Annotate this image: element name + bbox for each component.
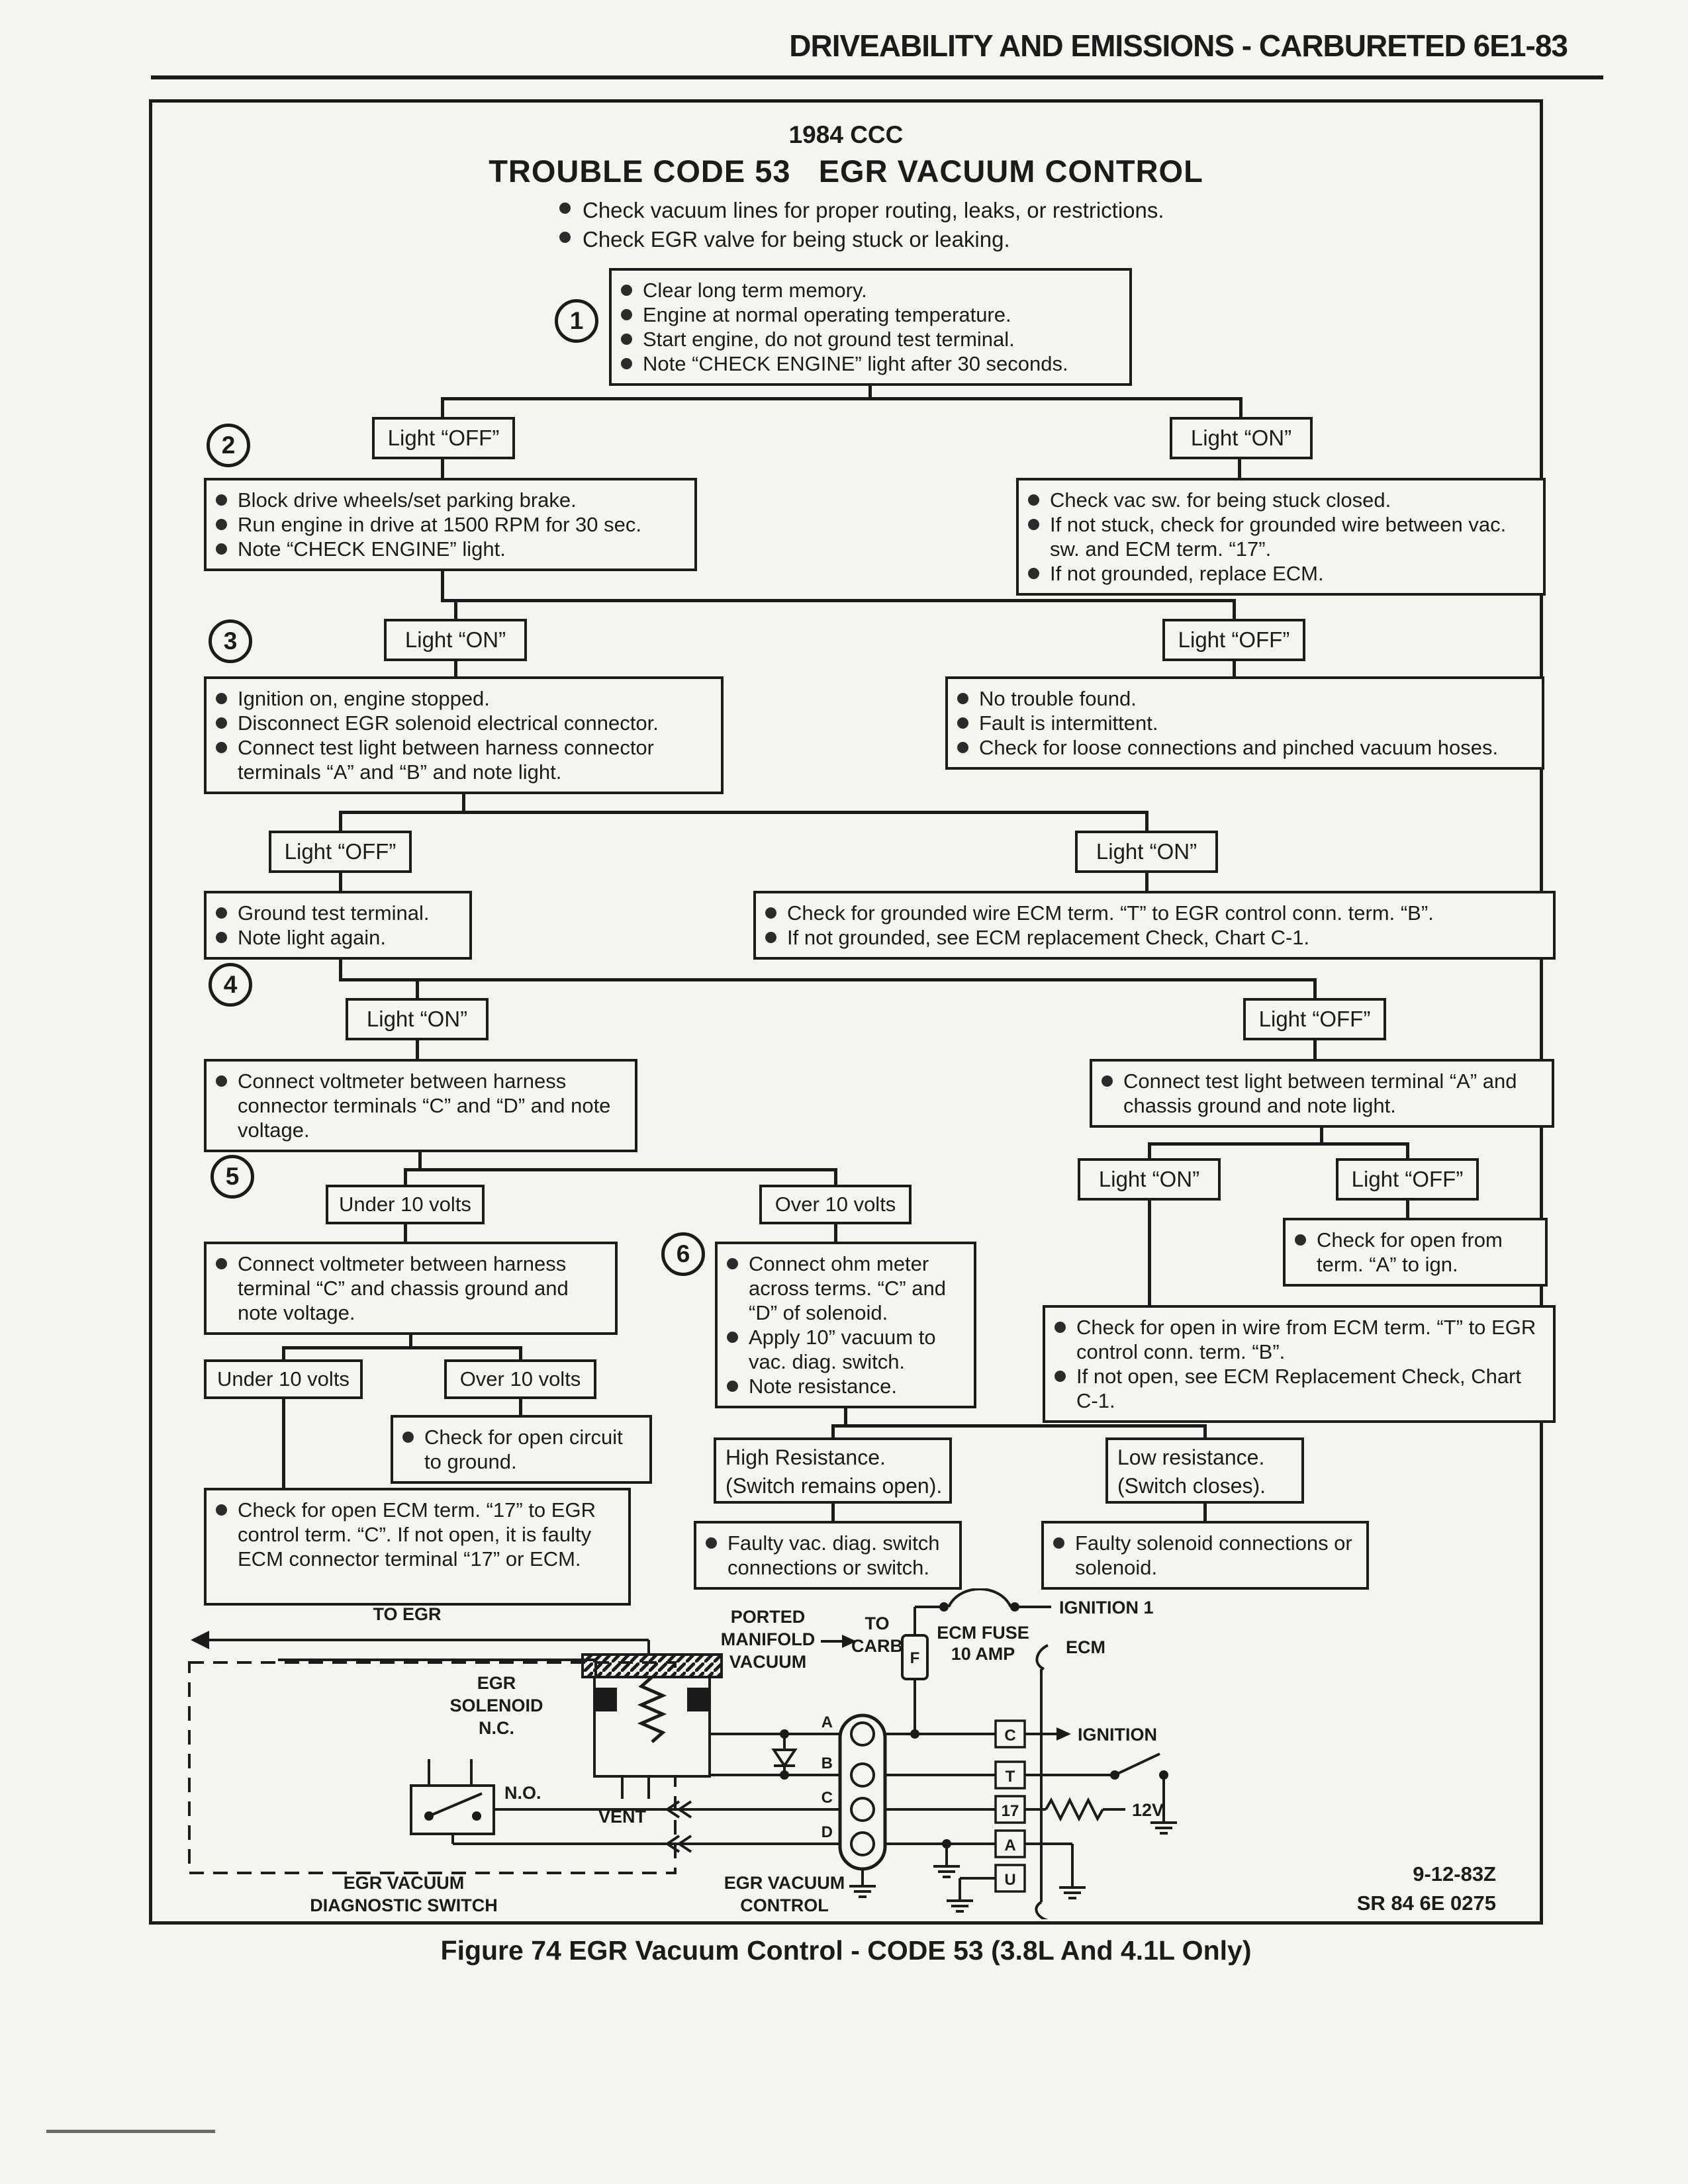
wiring-diagram <box>185 1588 1523 1919</box>
flow-text: Faulty solenoid connections or solenoid. <box>1075 1531 1352 1579</box>
bullet-icon <box>621 309 632 320</box>
bullet-icon <box>957 742 968 753</box>
flow-box-open-term-a <box>1283 1218 1548 1287</box>
label-ecm-fuse: ECM FUSE <box>937 1623 1029 1643</box>
connector <box>1145 811 1149 831</box>
connector <box>441 397 444 417</box>
fuse-icon <box>949 1589 1011 1607</box>
connector <box>831 1504 835 1521</box>
connector <box>1203 1504 1207 1521</box>
bullet-icon <box>1055 1371 1066 1382</box>
flow-label-light-off: Light “OFF” <box>1336 1158 1479 1201</box>
flow-label-light-off: Light “OFF” <box>1162 619 1305 661</box>
flow-label-under10: Under 10 volts <box>326 1185 485 1224</box>
flow-box-no-trouble <box>945 676 1544 770</box>
flow-box-step2 <box>204 478 697 571</box>
header-rule <box>151 75 1603 79</box>
connector <box>282 1399 285 1488</box>
bullet-row <box>1295 1228 1536 1277</box>
label-diag-switch-2: DIAGNOSTIC SWITCH <box>310 1895 498 1915</box>
bullet-row <box>1028 512 1534 561</box>
flow-box-low-resistance <box>1105 1437 1304 1504</box>
revision-stamp-2: SR 84 6E 0275 <box>1356 1891 1496 1915</box>
connector <box>441 599 1236 602</box>
bullet-row <box>216 686 712 711</box>
bullet-icon <box>706 1537 717 1549</box>
bullet-icon <box>621 358 632 369</box>
connector <box>1233 661 1236 676</box>
bullet-row <box>1102 1069 1542 1118</box>
connector <box>441 397 1243 400</box>
step-circle-1: 1 <box>555 299 598 343</box>
flow-text: Connect test light between terminal “A” and chassis ground and note light. <box>1123 1069 1517 1117</box>
connector <box>416 1040 419 1059</box>
bullet-row <box>706 1531 950 1580</box>
flow-text: If not grounded, see ECM replacement Check, Chart C-1. <box>787 926 1310 949</box>
label-ported: PORTED <box>730 1607 806 1627</box>
connector <box>404 1224 407 1242</box>
flow-text: If not open, see ECM Replacement Check, Chart C-1. <box>1076 1365 1521 1412</box>
bullet-icon <box>765 907 776 919</box>
flow-text: Check vac sw. for being stuck closed. <box>1050 488 1391 512</box>
ecm-term-u: U <box>1004 1871 1016 1889</box>
label-to-egr: TO EGR <box>373 1604 442 1624</box>
label-egr: EGR <box>477 1673 516 1693</box>
connector <box>519 1399 522 1415</box>
connector <box>831 1424 1207 1428</box>
connector <box>1320 1128 1323 1142</box>
bullet-icon <box>216 907 227 919</box>
flow-text: (Switch closes). <box>1117 1474 1266 1498</box>
bullet-row <box>621 351 1120 376</box>
connector <box>441 459 444 478</box>
bullet-icon <box>1053 1537 1064 1549</box>
bullet-row <box>621 302 1120 327</box>
connector <box>1313 1040 1317 1059</box>
flow-box-grounded-wire-T <box>753 891 1556 960</box>
flow-text: Disconnect EGR solenoid electrical connector. <box>238 711 659 735</box>
bullet-row <box>216 1251 606 1325</box>
flow-label-light-off: Light “OFF” <box>269 831 412 873</box>
connector <box>831 1424 835 1437</box>
bullet-icon <box>216 519 227 530</box>
bullet-icon <box>1295 1234 1306 1246</box>
flow-box-step1 <box>609 268 1132 386</box>
connector <box>282 1346 285 1359</box>
flow-label-under10: Under 10 volts <box>204 1359 363 1399</box>
resistor-icon <box>1046 1800 1103 1819</box>
flow-text: Check for loose connections and pinched vacuum hoses. <box>979 736 1499 759</box>
bullet-row <box>216 537 685 561</box>
egr-connector <box>840 1715 885 1869</box>
arrow-right-icon <box>1056 1727 1071 1741</box>
ecm-term-a: A <box>1004 1837 1016 1854</box>
flow-text: Connect voltmeter between harness terminal “C” and chassis ground and note voltage. <box>238 1252 569 1324</box>
flow-text: Connect test light between harness connector terminals “A” and “B” and note light. <box>238 736 654 784</box>
intro-text: Check EGR valve for being stuck or leaking. <box>583 227 1010 251</box>
intro-bullets <box>559 196 1164 254</box>
flow-text: Ground test terminal. <box>238 901 430 925</box>
bullet-icon <box>727 1258 738 1269</box>
bullet-row <box>765 925 1544 950</box>
label-egr-vac-control-2: CONTROL <box>740 1895 829 1915</box>
flow-text: No trouble found. <box>979 687 1137 710</box>
flow-text: Connect voltmeter between harness connector terminals “C” and “D” and note voltage. <box>238 1069 611 1142</box>
conn-term-b: B <box>821 1754 833 1772</box>
bullet-icon <box>216 1075 227 1087</box>
label-solenoid: SOLENOID <box>449 1696 543 1715</box>
connector <box>454 661 457 676</box>
bullet-icon <box>1028 568 1039 579</box>
bullet-row <box>957 735 1532 760</box>
connector <box>1145 873 1149 891</box>
diode-icon <box>774 1750 795 1766</box>
flow-box-open-wire-T <box>1043 1305 1556 1423</box>
bullet-row <box>216 735 712 784</box>
bullet-icon <box>957 693 968 704</box>
flow-text: Start engine, do not ground test terminal. <box>643 328 1015 351</box>
flow-box-faulty-vac-switch <box>694 1521 962 1590</box>
chart-title-year: 1984 CCC <box>788 121 904 148</box>
flow-text: Clear long term memory. <box>643 279 867 302</box>
bullet-icon <box>216 494 227 506</box>
flow-text: If not stuck, check for grounded wire between vac. sw. and ECM term. “17”. <box>1050 513 1507 561</box>
wiring-schematic-svg <box>185 1588 1523 1919</box>
bullet-icon <box>621 334 632 345</box>
conn-term-d: D <box>821 1823 833 1841</box>
flow-label-light-on: Light “ON” <box>346 998 489 1040</box>
flow-label-light-on: Light “ON” <box>1075 831 1218 873</box>
connector <box>1233 599 1236 619</box>
bullet-icon <box>216 1258 227 1269</box>
page-header: DRIVEABILITY AND EMISSIONS - CARBURETED 6E1-83 <box>789 28 1568 63</box>
flow-text: Low resistance. <box>1117 1445 1265 1469</box>
flow-text: Connect ohm meter across terms. “C” and “D” of solenoid. <box>749 1252 947 1324</box>
bullet-row <box>621 327 1120 351</box>
bullet-row <box>216 901 460 925</box>
flow-label-light-on: Light “ON” <box>1170 417 1313 459</box>
connector <box>339 873 342 891</box>
connector <box>1148 1142 1151 1158</box>
solenoid-mount <box>583 1655 722 1677</box>
connector <box>339 960 342 978</box>
connector <box>1148 1201 1151 1305</box>
label-ignition: IGNITION <box>1078 1725 1157 1745</box>
connector <box>1148 1142 1409 1146</box>
bullet-row <box>216 925 460 950</box>
intro-bullet <box>559 196 1164 225</box>
label-egr-vac-control-1: EGR VACUUM <box>724 1873 845 1893</box>
connector <box>404 1168 837 1171</box>
connector <box>462 794 465 811</box>
bullet-row <box>216 512 685 537</box>
flow-text: Note light again. <box>238 926 387 949</box>
flow-text: Check for open ECM term. “17” to EGR control term. “C”. If not open, it is faulty ECM connector terminal “17” or ECM. <box>238 1498 596 1570</box>
bullet-row <box>1028 561 1534 586</box>
connector <box>1238 459 1241 478</box>
flow-box-ohmmeter <box>715 1242 976 1408</box>
connector <box>404 1168 407 1185</box>
step-circle-5: 5 <box>211 1155 254 1199</box>
connector <box>519 1346 522 1359</box>
bullet-icon <box>216 742 227 753</box>
bullet-icon <box>216 543 227 555</box>
label-carb: CARB <box>851 1636 903 1656</box>
intro-text: Check vacuum lines for proper routing, leaks, or restrictions. <box>583 198 1164 222</box>
conn-term-a: A <box>821 1713 833 1731</box>
connector <box>868 386 872 397</box>
bullet-icon <box>727 1332 738 1343</box>
connector <box>1203 1424 1207 1437</box>
flow-box-check-vac-switch <box>1016 478 1546 596</box>
connector <box>1239 397 1243 417</box>
bullet-row <box>621 278 1120 302</box>
flow-text: Check for open circuit to ground. <box>424 1426 623 1473</box>
connector <box>339 978 1317 981</box>
label-diag-switch-1: EGR VACUUM <box>343 1873 465 1893</box>
bullet-row <box>216 488 685 512</box>
ecm-term-t: T <box>1005 1768 1015 1786</box>
bullet-icon <box>1055 1322 1066 1333</box>
bullet-row <box>1055 1364 1544 1413</box>
label-fuse-f: F <box>910 1649 920 1667</box>
label-nc: N.C. <box>479 1718 514 1738</box>
intro-bullet <box>559 225 1164 254</box>
bullet-row <box>216 711 712 735</box>
bullet-icon <box>621 285 632 296</box>
connector <box>834 1224 837 1242</box>
label-vent: VENT <box>598 1807 647 1827</box>
bullet-row <box>402 1425 640 1474</box>
flow-text: Note “CHECK ENGINE” light after 30 seconds. <box>643 352 1068 375</box>
connector <box>844 1408 847 1424</box>
bullet-icon <box>216 693 227 704</box>
bullet-icon <box>957 717 968 729</box>
flow-text: (Switch remains open). <box>726 1474 943 1498</box>
flow-text: If not grounded, replace ECM. <box>1050 562 1324 585</box>
bullet-row <box>216 1069 626 1142</box>
flow-box-voltmeter-c-ground <box>204 1242 618 1335</box>
flow-text: Apply 10” vacuum to vac. diag. switch. <box>749 1326 936 1373</box>
flow-text: Fault is intermittent. <box>979 711 1158 735</box>
connector <box>339 811 1149 814</box>
flow-box-voltmeter-cd <box>204 1059 637 1152</box>
bullet-row <box>727 1374 964 1398</box>
flow-text: Faulty vac. diag. switch connections or switch. <box>727 1531 940 1579</box>
flow-box-step3 <box>204 676 724 794</box>
bullet-icon <box>216 932 227 943</box>
flow-text: Note “CHECK ENGINE” light. <box>238 537 506 561</box>
bullet-icon <box>1102 1075 1113 1087</box>
footer-rule <box>46 2130 215 2133</box>
flow-label-over10: Over 10 volts <box>759 1185 912 1224</box>
connector <box>409 1335 412 1346</box>
connector <box>1406 1201 1409 1218</box>
flow-text: Engine at normal operating temperature. <box>643 303 1011 326</box>
connector <box>441 571 444 599</box>
label-ignition1: IGNITION 1 <box>1059 1598 1154 1617</box>
flow-label-light-off: Light “OFF” <box>1243 998 1386 1040</box>
flow-label-over10: Over 10 volts <box>444 1359 596 1399</box>
label-manifold: MANIFOLD <box>720 1629 816 1649</box>
flow-text: Ignition on, engine stopped. <box>238 687 490 710</box>
connector <box>454 599 457 619</box>
connector <box>416 978 419 998</box>
bullet-icon <box>559 232 571 243</box>
label-to: TO <box>865 1614 890 1633</box>
bullet-icon <box>216 1504 227 1516</box>
label-vacuum: VACUUM <box>729 1652 807 1672</box>
flow-box-faulty-solenoid <box>1041 1521 1369 1590</box>
flow-text: Run engine in drive at 1500 RPM for 30 sec. <box>238 513 642 536</box>
bullet-icon <box>402 1432 414 1443</box>
flow-text: High Resistance. <box>726 1445 886 1469</box>
flow-box-high-resistance <box>714 1437 952 1504</box>
ecm-term-17: 17 <box>1001 1802 1019 1820</box>
bullet-row <box>957 711 1532 735</box>
connector <box>282 1346 522 1349</box>
step-circle-2: 2 <box>207 424 250 467</box>
bullet-icon <box>559 203 571 214</box>
flow-box-ground-test <box>204 891 472 960</box>
flow-box-open-circuit-ground <box>391 1415 652 1484</box>
connector <box>1406 1142 1409 1158</box>
flow-label-light-on: Light “ON” <box>384 619 527 661</box>
bullet-row <box>216 1498 619 1571</box>
bullet-row <box>727 1325 964 1374</box>
figure-caption: Figure 74 EGR Vacuum Control - CODE 53 (3.8L And 4.1L Only) <box>440 1935 1252 1966</box>
bullet-row <box>1055 1315 1544 1364</box>
connector <box>418 1152 422 1168</box>
bullet-icon <box>216 717 227 729</box>
bullet-row <box>1028 488 1534 512</box>
flow-label-light-off: Light “OFF” <box>372 417 515 459</box>
connector <box>339 811 342 831</box>
label-no: N.O. <box>504 1783 541 1803</box>
label-12v: 12V <box>1132 1800 1164 1820</box>
connector <box>1313 978 1317 998</box>
bullet-icon <box>727 1381 738 1392</box>
ecm-bracket <box>1037 1645 1048 1669</box>
bullet-row <box>1053 1531 1357 1580</box>
label-10amp: 10 AMP <box>951 1644 1015 1664</box>
flow-text: Note resistance. <box>749 1375 897 1398</box>
bullet-icon <box>1028 519 1039 530</box>
step-circle-6: 6 <box>661 1232 705 1276</box>
label-ecm: ECM <box>1066 1637 1105 1657</box>
flow-text: Block drive wheels/set parking brake. <box>238 488 577 512</box>
bullet-row <box>727 1251 964 1325</box>
arrow-left-icon <box>191 1631 209 1649</box>
bullet-icon <box>1028 494 1039 506</box>
flow-box-test-light-a <box>1090 1059 1554 1128</box>
bullet-row <box>957 686 1532 711</box>
flow-label-light-on: Light “ON” <box>1078 1158 1221 1201</box>
step-circle-4: 4 <box>209 963 252 1007</box>
flow-text: Check for grounded wire ECM term. “T” to EGR control conn. term. “B”. <box>787 901 1434 925</box>
connector <box>834 1168 837 1185</box>
step-circle-3: 3 <box>209 619 252 663</box>
revision-stamp-1: 9-12-83Z <box>1413 1862 1496 1886</box>
chart-title: TROUBLE CODE 53 EGR VACUUM CONTROL <box>489 154 1203 189</box>
bullet-icon <box>765 932 776 943</box>
conn-term-c: C <box>821 1789 833 1807</box>
ecm-term-c: C <box>1004 1727 1016 1745</box>
bullet-row <box>765 901 1544 925</box>
flow-text: Check for open from term. “A” to ign. <box>1317 1228 1503 1276</box>
flow-text: Check for open in wire from ECM term. “T” to EGR control conn. term. “B”. <box>1076 1316 1536 1363</box>
